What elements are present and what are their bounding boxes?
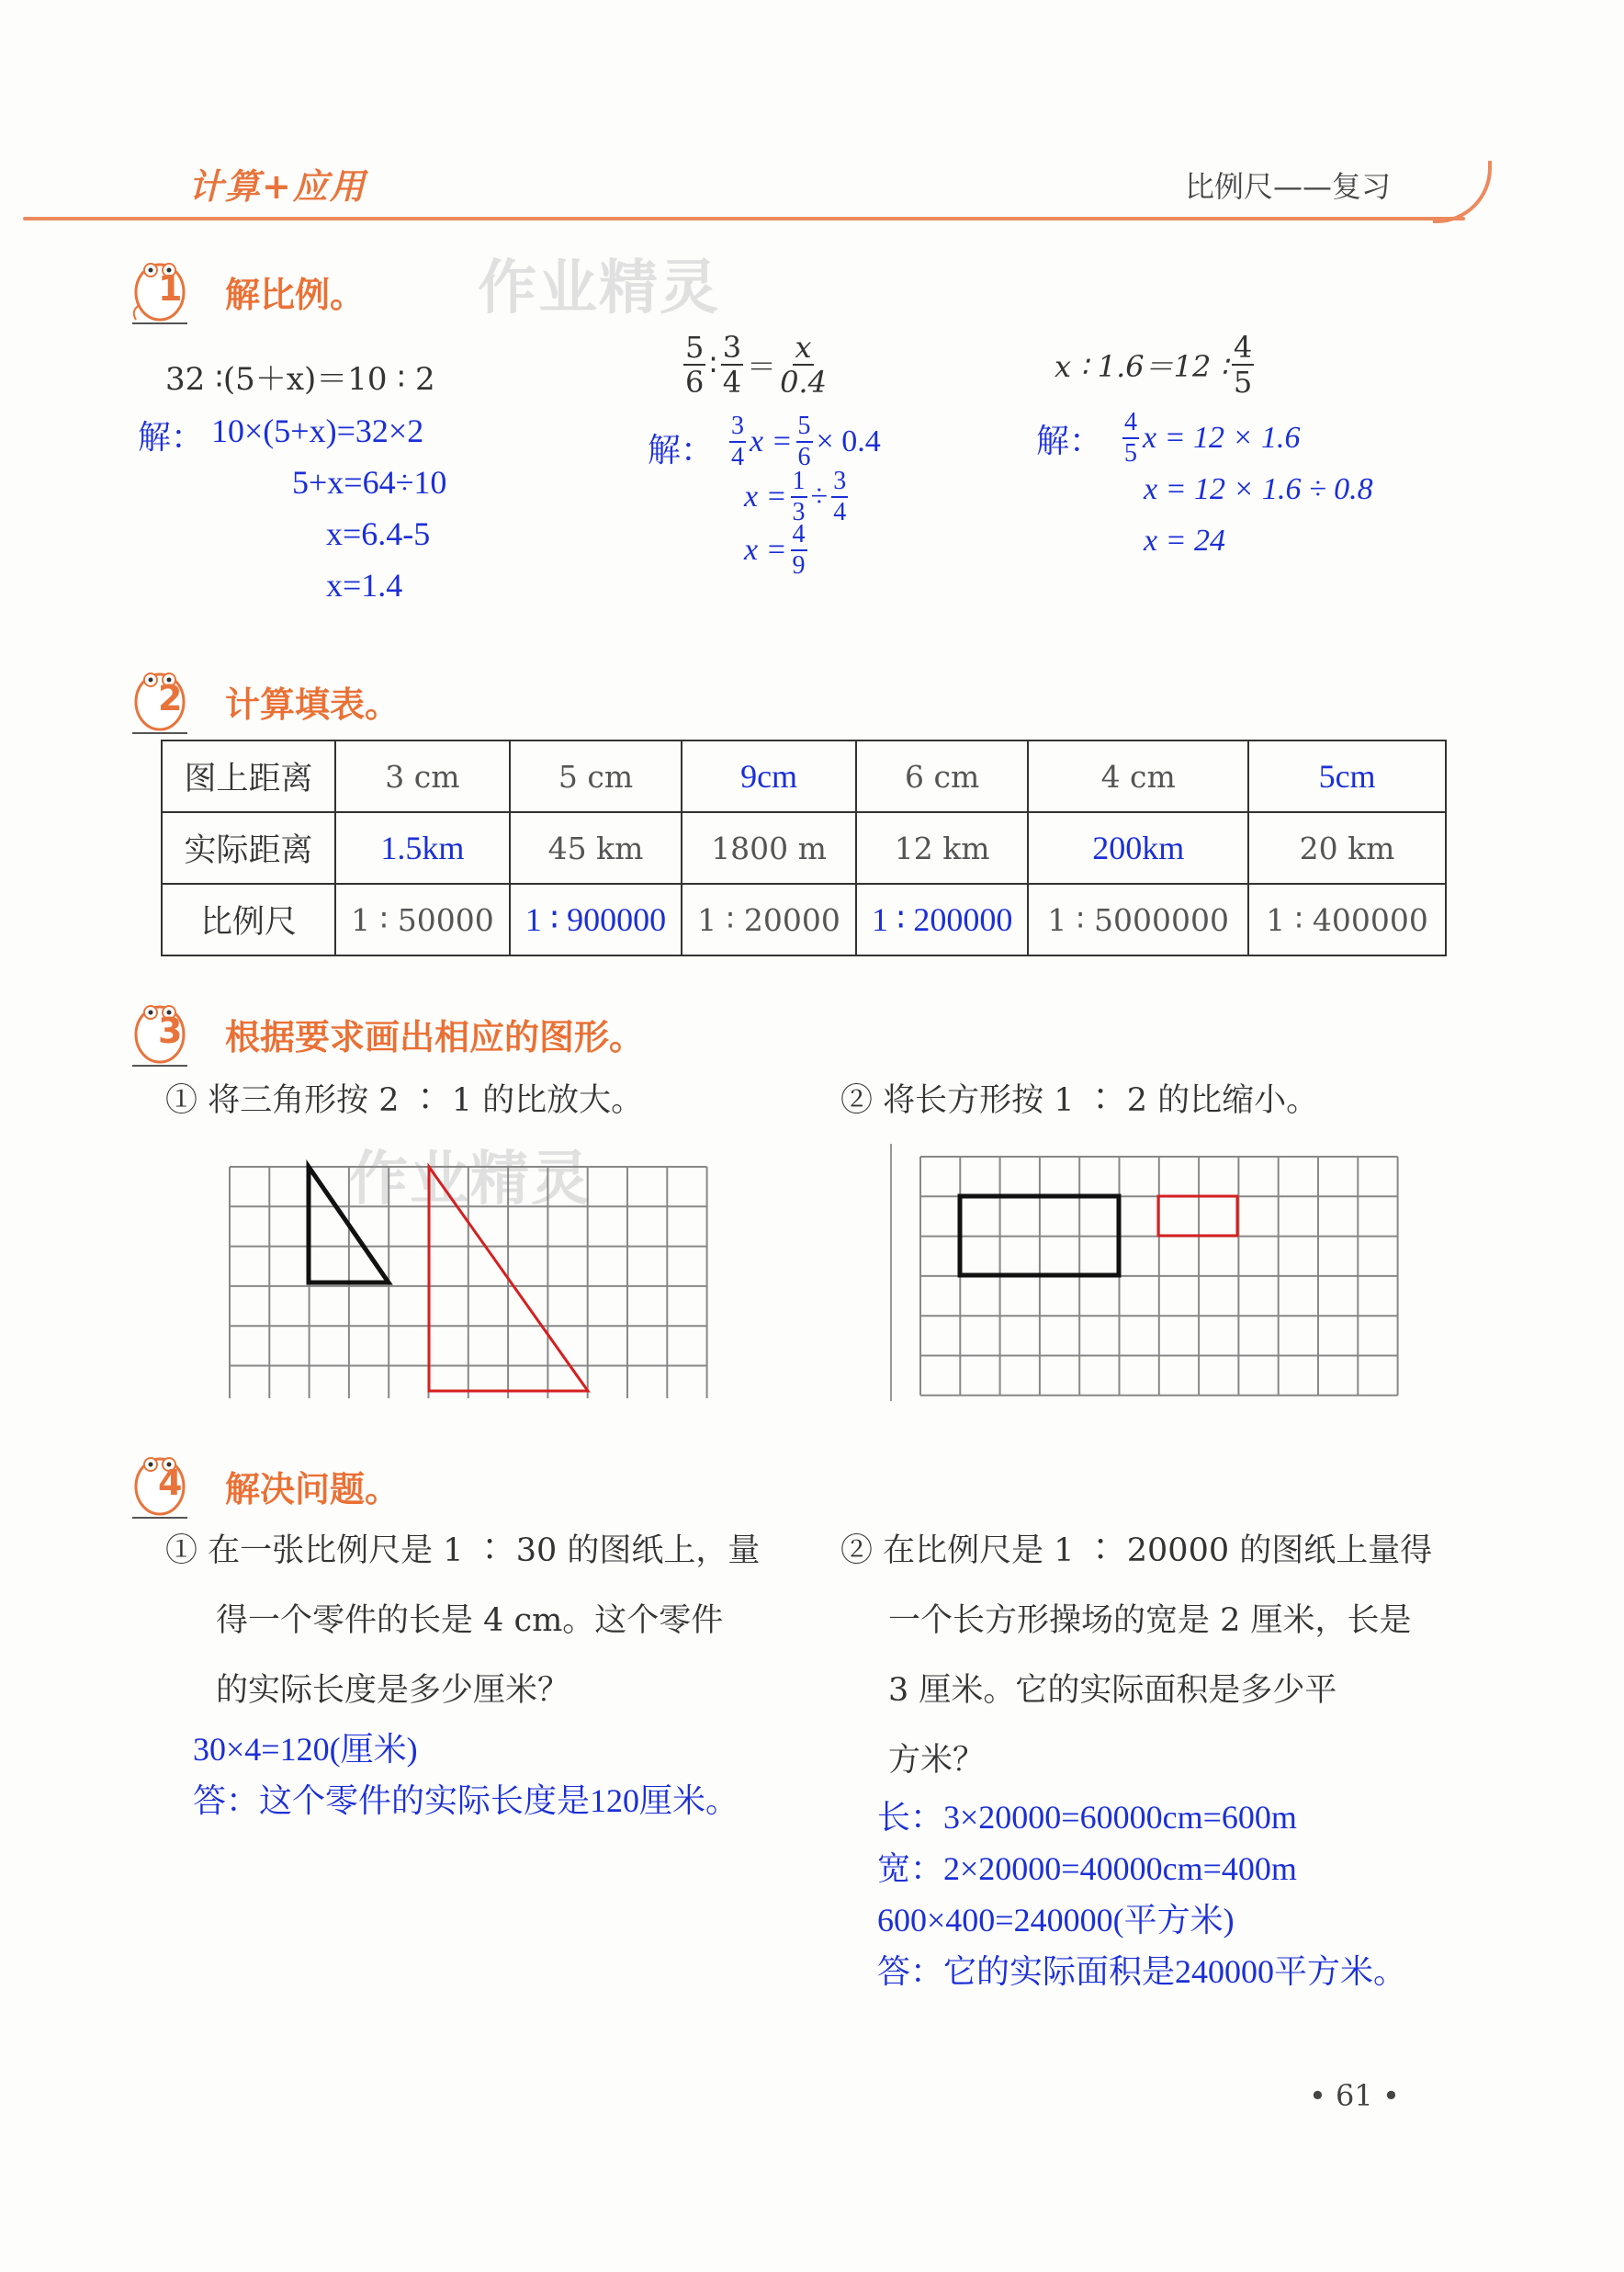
table-cell: 5 cm [510, 740, 682, 812]
solve-label: 解： [648, 432, 715, 469]
section-title: 根据要求画出相应的图形。 [225, 1017, 645, 1057]
numerator: 5 [685, 330, 705, 365]
header-section-label: 计算+应用 [188, 166, 367, 207]
section-title: 解决问题。 [225, 1469, 400, 1509]
division-sign: ÷ [810, 480, 829, 514]
numerator: 4 [791, 522, 807, 551]
denominator: 5 [1124, 439, 1137, 468]
solution-step: x=1.4 [326, 567, 403, 604]
problem-line: ② 在比例尺是 1 ∶ 20000 的图纸上量得 [840, 1532, 1433, 1569]
table-cell: 1 ∶ 50000 [335, 884, 510, 955]
solution-step [1119, 410, 1300, 467]
table-cell: 1 ∶ 20000 [682, 884, 856, 955]
step-text: x = [744, 533, 787, 567]
section-title: 计算填表。 [225, 684, 400, 725]
step-text: x = [744, 480, 787, 514]
section-title: 解比例。 [225, 275, 366, 315]
solution-step: 10×(5+x)=32×2 [211, 413, 424, 449]
header-chapter-title: 比例尺——复习 [1185, 169, 1392, 204]
reduced-rectangle [1158, 1196, 1237, 1236]
numerator: 5 [796, 413, 813, 443]
solution-step [726, 413, 881, 470]
answer-line: 600×400=240000(平方米) [877, 1902, 1235, 1939]
solution-step: x = 12 × 1.6 ÷ 0.8 [1144, 472, 1373, 506]
answer-line: 长：3×20000=60000cm=600m [877, 1799, 1297, 1836]
section-number: 3 [158, 1011, 183, 1051]
header-divider [23, 217, 1465, 220]
solve-label: 解： [1036, 423, 1103, 459]
solution-step: 5+x=64÷10 [292, 464, 447, 501]
question-text: x ∶ 1.6＝12 ∶ [1054, 349, 1228, 384]
section-number: 4 [158, 1463, 183, 1503]
table-cell-answer: 1.5km [335, 812, 510, 884]
table-cell: 20 km [1248, 812, 1446, 884]
solution-step [744, 469, 851, 526]
numerator: 3 [722, 330, 742, 365]
table-cell: 1 ∶ 5000000 [1028, 884, 1248, 955]
table-cell-answer: 200km [1028, 812, 1248, 884]
denominator: 4 [731, 443, 744, 471]
problem-line: 3 厘米。它的实际面积是多少平 [888, 1672, 1337, 1709]
denominator: 6 [797, 443, 811, 471]
step-text: x = [750, 424, 793, 458]
table-row [162, 740, 1446, 812]
drawing-task: ② 将长方形按 1 ∶ 2 的比缩小。 [840, 1082, 1319, 1119]
watermark: 作业精灵 [478, 254, 720, 322]
problem-line: ① 在一张比例尺是 1 ∶ 30 的图纸上，量 [165, 1532, 761, 1569]
header-divider-curve [1433, 161, 1492, 223]
scale-table [161, 740, 1447, 956]
table-cell-answer: 9cm [682, 740, 856, 812]
table-cell: 45 km [510, 812, 682, 884]
denominator: 6 [685, 365, 705, 400]
row-header: 比例尺 [162, 884, 335, 955]
enlarge-triangle-grid [220, 1158, 716, 1398]
table-cell: 3 cm [335, 740, 510, 812]
row-header: 实际距离 [162, 812, 335, 884]
step-text: × 0.4 [816, 424, 881, 458]
numerator: 1 [791, 469, 807, 498]
problem-line: 的实际长度是多少厘米？ [216, 1672, 570, 1709]
numerator: 3 [831, 469, 848, 498]
denominator: 5 [1233, 365, 1253, 400]
section-number: 1 [158, 268, 183, 309]
table-cell: 1800 m [682, 812, 856, 884]
proportion-question [1054, 330, 1257, 400]
denominator: 4 [833, 498, 847, 526]
table-cell: 6 cm [856, 740, 1028, 812]
problem-line: 得一个零件的长是 4 cm。这个零件 [216, 1602, 724, 1639]
proportion-question [680, 330, 830, 400]
solution-step [744, 522, 811, 579]
solution-step: x=6.4-5 [326, 515, 431, 552]
drawing-task: ① 将三角形按 2 ∶ 1 的比放大。 [165, 1082, 644, 1119]
answer-line: 宽：2×20000=40000cm=400m [877, 1850, 1297, 1887]
denominator: 3 [792, 498, 806, 526]
word-problem [840, 1516, 1432, 1795]
table-cell-answer: 1 ∶ 900000 [510, 884, 682, 955]
equals-sign: ＝ [747, 349, 777, 384]
ratio-colon: ∶ [709, 347, 717, 382]
grid-lines [230, 1167, 707, 1398]
denominator: 9 [792, 551, 806, 580]
answer-line: 30×4=120(厘米) [193, 1731, 418, 1768]
page-number: • 61 • [1309, 2078, 1400, 2113]
denominator: 0.4 [780, 365, 827, 400]
answer-line: 答：它的实际面积是240000平方米。 [877, 1953, 1407, 1990]
problem-line: 一个长方形操场的宽是 2 厘米，长是 [888, 1602, 1412, 1639]
watermark: 作业精灵 [349, 1146, 592, 1214]
table-cell-answer: 5cm [1248, 740, 1446, 812]
table-row [162, 884, 1446, 955]
problem-line: 方米？ [888, 1742, 986, 1779]
proportion-question: 32 ∶(5＋x)＝10 ∶ 2 [165, 361, 435, 398]
reduce-rectangle-grid [886, 1139, 1401, 1406]
solution-step: x = 24 [1144, 524, 1226, 558]
answer-line: 答：这个零件的实际长度是120厘米。 [193, 1782, 739, 1819]
table-cell: 1 ∶ 400000 [1248, 884, 1446, 955]
solve-label: 解： [138, 419, 205, 456]
step-text: x = 12 × 1.6 [1143, 421, 1301, 455]
row-header: 图上距离 [162, 740, 335, 812]
table-cell: 12 km [856, 812, 1028, 884]
table-cell: 4 cm [1028, 740, 1248, 812]
numerator: x [795, 330, 812, 365]
table-row [162, 812, 1446, 884]
numerator: 3 [729, 413, 746, 443]
word-problem [165, 1516, 760, 1725]
numerator: 4 [1122, 410, 1139, 439]
denominator: 4 [722, 365, 742, 400]
table-cell-answer: 1 ∶ 200000 [856, 884, 1028, 955]
numerator: 4 [1233, 330, 1253, 365]
section-number: 2 [158, 678, 183, 718]
